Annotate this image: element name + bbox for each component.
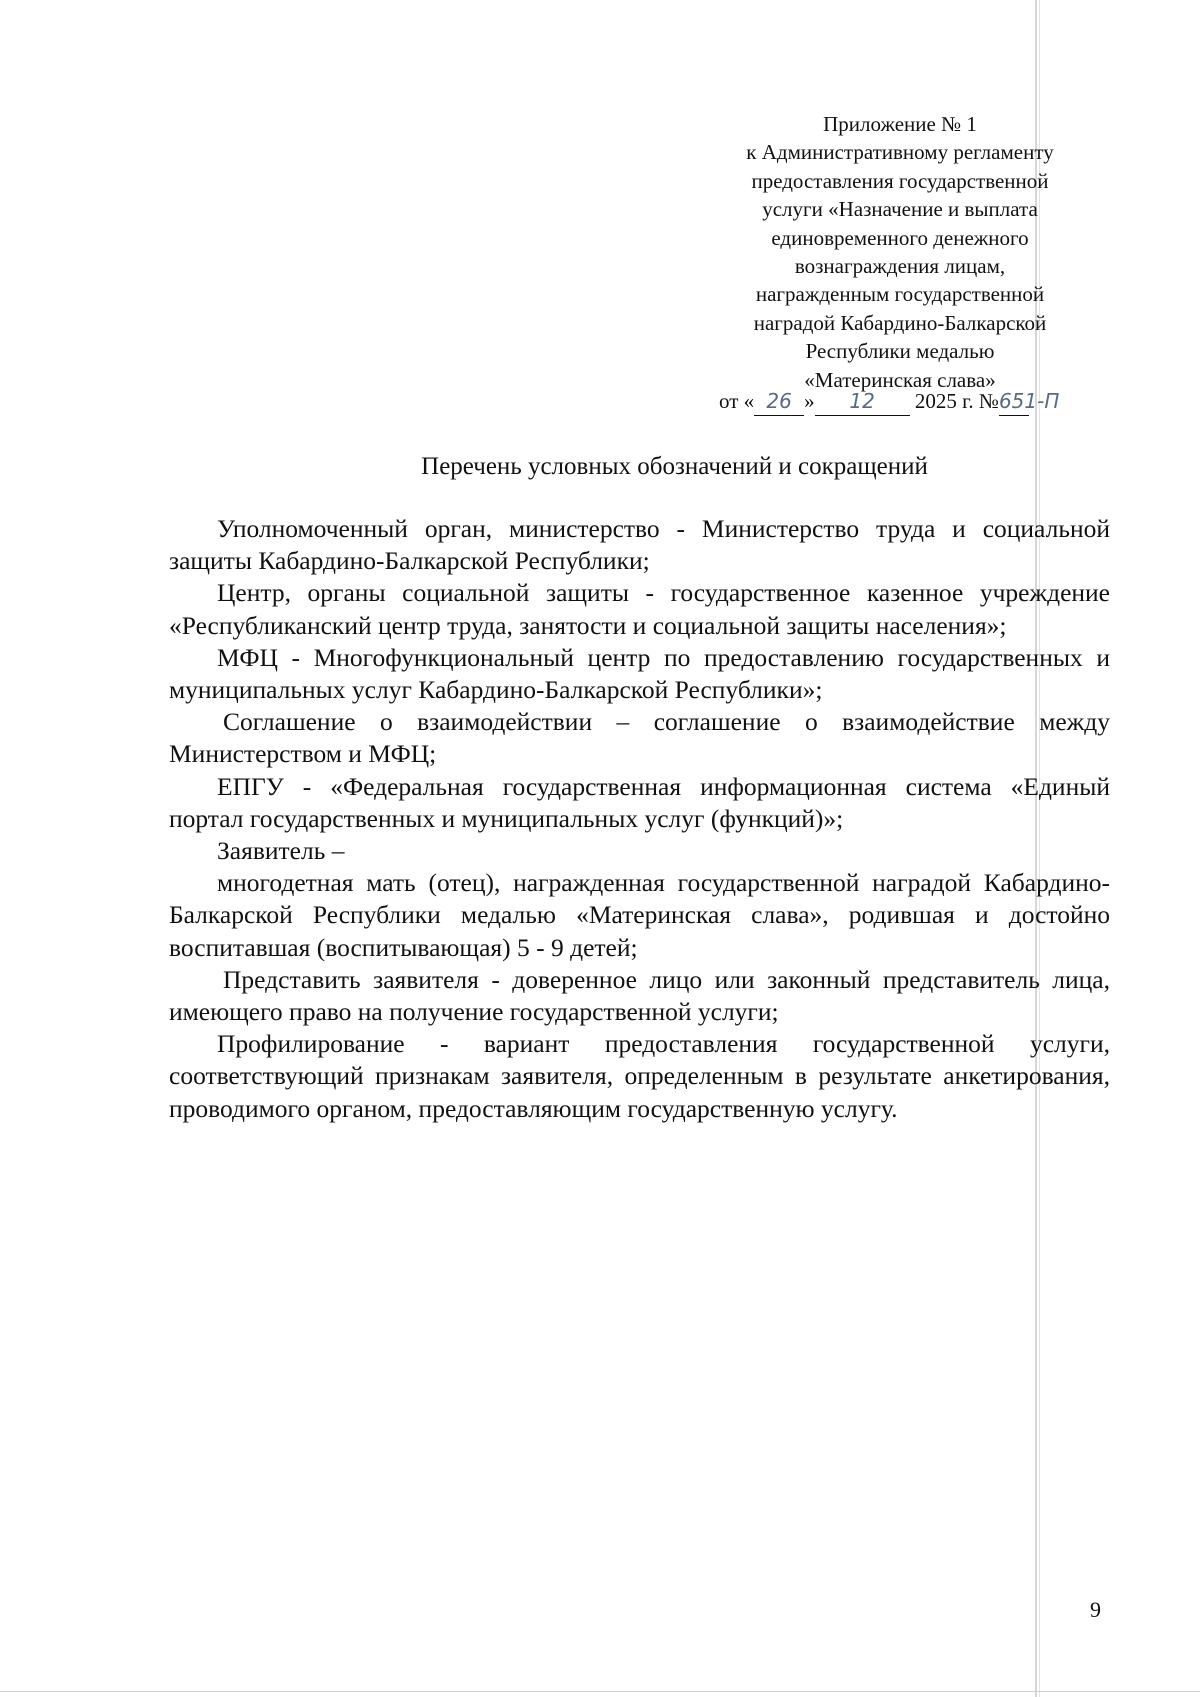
order-number-label: №: [978, 389, 999, 413]
order-month-handwritten: 12: [849, 389, 875, 413]
appendix-header-line: наградой Кабардино-Балкарской: [753, 310, 1047, 335]
order-day-handwritten: 26: [766, 389, 792, 413]
definition-paragraph: Уполномоченный орган, министерство - Министерство труда и социальной защиты Кабардино-Балкарской Республики;: [169, 514, 1110, 576]
order-number-handwritten: 651-П: [998, 389, 1060, 413]
appendix-header-line: предоставления государственной: [751, 168, 1049, 193]
appendix-header-line: «Материнская слава»: [804, 367, 996, 392]
definition-paragraph: МФЦ - Многофункциональный центр по предоставлению государственных и муниципальных услуг Кабардино-Балкарской Республики»;: [169, 642, 1110, 705]
page-number: 9: [1090, 1597, 1101, 1622]
definition-paragraph: Представить заявителя - доверенное лицо или законный представитель лица, имеющего право на получение государственной услуги;: [169, 964, 1110, 1027]
appendix-header-line: Приложение № 1: [823, 112, 977, 136]
definition-paragraph: ЕПГУ - «Федеральная государственная информационная система «Единый портал государственных и муниципальных услуг (функций)»;: [169, 771, 1110, 833]
definition-paragraph: Центр, органы социальной защиты - государственное казенное учреждение «Республиканский центр труда, занятости и социальной защиты населения»;: [169, 578, 1110, 640]
definition-paragraph: Соглашение о взаимодействии – соглашение о взаимодействие между Министерством и МФЦ;: [169, 707, 1110, 769]
order-year: 2025 г.: [914, 389, 974, 413]
document-body: [169, 513, 1110, 1125]
appendix-header-line: единовременного денежного: [771, 225, 1029, 250]
appendix-header-line: к Административному регламенту: [746, 140, 1054, 165]
order-date-number-line: [719, 387, 1139, 416]
order-number-field: [998, 387, 1060, 416]
definition-paragraph: Профилирование - вариант предоставления государственной услуги, соответствующий признакам заявителя, определенным в результате анкетирования, проводимого органом, предоставляющим государственную услугу.: [169, 1029, 1110, 1123]
appendix-header-line: вознаграждения лицам,: [794, 254, 1006, 279]
order-prefix: от «: [719, 389, 755, 413]
appendix-header-line: награжденным государственной: [755, 282, 1045, 307]
scan-artifact-horizontal-line: [0, 1691, 1200, 1692]
appendix-header: [700, 110, 1100, 394]
definition-paragraph: Заявитель –: [217, 836, 345, 866]
order-quote-close: »: [804, 389, 815, 413]
order-day-field: [754, 387, 804, 416]
appendix-header-line: Республики медалью: [805, 339, 995, 364]
definition-paragraph: многодетная мать (отец), награжденная государственной наградой Кабардино-Балкарской Республики медалью «Материнская слава», родившая и достойно воспитавшая (воспитывающая) 5 - 9 детей;: [169, 868, 1110, 962]
document-title: Перечень условных обозначений и сокращений: [421, 453, 928, 480]
appendix-header-line: услуги «Назначение и выплата: [762, 197, 1038, 222]
order-month-field: [815, 387, 910, 416]
